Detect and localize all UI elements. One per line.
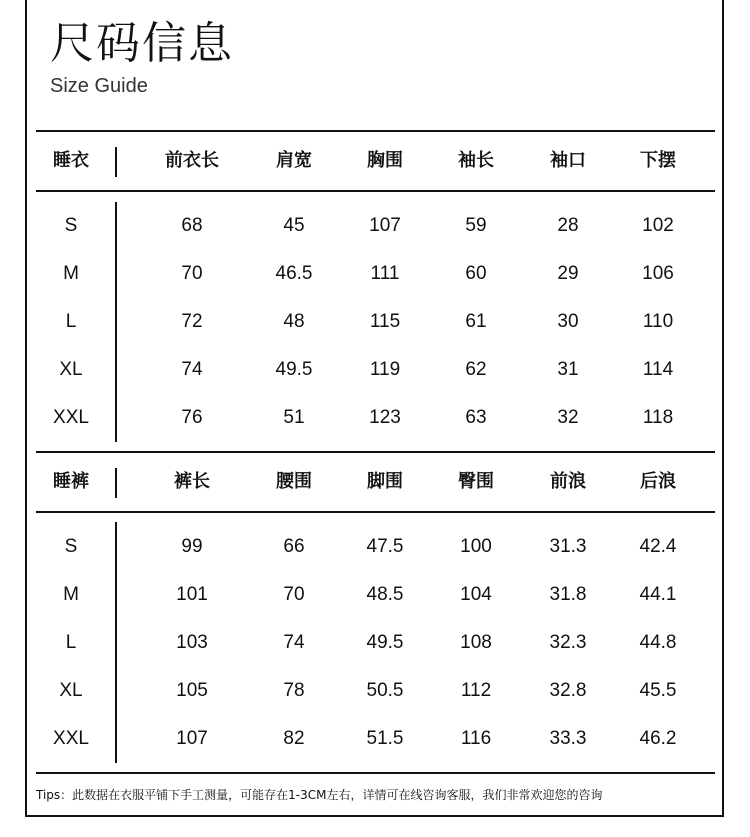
- tops-header-cell: 前衣长: [165, 150, 219, 171]
- table-cell: 48: [283, 311, 305, 332]
- table-cell: 45.5: [639, 680, 677, 701]
- table-cell: 82: [283, 728, 305, 749]
- table-cell: 48.5: [366, 584, 404, 605]
- table-cell: 119: [369, 359, 401, 380]
- table-cell: 32: [557, 407, 579, 428]
- measurement-tips: Tips：此数据在衣服平铺下手工测量，可能存在1-3CM左右，详情可在线咨询客服，我们非常欢迎您的咨询: [36, 788, 603, 802]
- table-cell: 99: [181, 536, 203, 557]
- footer-rule: [36, 772, 715, 774]
- size-label: S: [64, 215, 78, 236]
- table-cell: 32.3: [549, 632, 587, 653]
- table-row: [36, 202, 715, 250]
- pants-header-cell: 后浪: [640, 471, 676, 492]
- table-row: [36, 667, 715, 715]
- table-cell: 102: [642, 215, 674, 236]
- table-cell: 108: [460, 632, 492, 653]
- size-label: L: [65, 632, 77, 653]
- table-cell: 51.5: [366, 728, 404, 749]
- pants-header-row: [36, 458, 715, 506]
- tops-header-row: [36, 137, 715, 185]
- frame-bottom-border: [25, 815, 724, 817]
- table-cell: 114: [642, 359, 674, 380]
- table-cell: 106: [642, 263, 674, 284]
- table-cell: 118: [642, 407, 674, 428]
- table-cell: 100: [460, 536, 492, 557]
- tops-header-rule: [36, 190, 715, 192]
- table-cell: 33.3: [549, 728, 587, 749]
- table-cell: 111: [370, 263, 400, 284]
- table-row: [36, 394, 715, 442]
- table-cell: 31.3: [549, 536, 587, 557]
- size-label: L: [65, 311, 77, 332]
- table-cell: 74: [181, 359, 203, 380]
- page-title: 尺码信息: [50, 18, 234, 69]
- pants-header-cell: 前浪: [550, 471, 586, 492]
- table-cell: 116: [460, 728, 492, 749]
- table-cell: 28: [557, 215, 579, 236]
- pants-header-cell: 臀围: [458, 471, 494, 492]
- tops-header-cell: 袖长: [458, 150, 494, 171]
- frame-right-border: [722, 0, 724, 817]
- table-cell: 59: [465, 215, 487, 236]
- table-cell: 46.5: [275, 263, 313, 284]
- table-row: [36, 250, 715, 298]
- table-cell: 78: [283, 680, 305, 701]
- table-cell: 32.8: [549, 680, 587, 701]
- pants-header-cell: 腰围: [276, 471, 312, 492]
- page-subtitle: Size Guide: [50, 75, 148, 97]
- size-label: M: [63, 263, 79, 284]
- pants-top-rule: [36, 451, 715, 453]
- size-label: XXL: [53, 407, 89, 428]
- table-cell: 123: [369, 407, 401, 428]
- table-cell: 49.5: [275, 359, 313, 380]
- pants-header-cell: 睡裤: [53, 471, 89, 492]
- table-cell: 101: [176, 584, 208, 605]
- size-label: S: [64, 536, 78, 557]
- table-cell: 49.5: [366, 632, 404, 653]
- size-label: XL: [59, 680, 83, 701]
- table-row: [36, 715, 715, 763]
- tops-header-cell: 袖口: [550, 150, 586, 171]
- table-cell: 62: [465, 359, 487, 380]
- table-cell: 76: [181, 407, 203, 428]
- tops-top-rule: [36, 130, 715, 132]
- table-cell: 66: [283, 536, 305, 557]
- table-row: [36, 523, 715, 571]
- table-row: [36, 619, 715, 667]
- table-cell: 51: [283, 407, 305, 428]
- tops-header-cell: 睡衣: [53, 150, 89, 171]
- table-row: [36, 346, 715, 394]
- table-cell: 115: [369, 311, 401, 332]
- table-cell: 72: [181, 311, 203, 332]
- size-label: XL: [59, 359, 83, 380]
- table-cell: 29: [557, 263, 579, 284]
- table-cell: 44.1: [639, 584, 677, 605]
- frame-left-border: [25, 0, 27, 817]
- table-cell: 104: [460, 584, 492, 605]
- table-cell: 110: [642, 311, 674, 332]
- table-cell: 31.8: [549, 584, 587, 605]
- tops-header-cell: 肩宽: [276, 150, 312, 171]
- table-cell: 44.8: [639, 632, 677, 653]
- table-cell: 47.5: [366, 536, 404, 557]
- pants-header-cell: 裤长: [174, 471, 210, 492]
- table-cell: 30: [557, 311, 579, 332]
- table-cell: 107: [176, 728, 208, 749]
- table-cell: 50.5: [366, 680, 404, 701]
- table-cell: 31: [557, 359, 579, 380]
- table-cell: 63: [465, 407, 487, 428]
- table-cell: 61: [465, 311, 487, 332]
- tops-header-cell: 胸围: [367, 150, 403, 171]
- table-cell: 46.2: [639, 728, 677, 749]
- table-cell: 60: [465, 263, 487, 284]
- table-row: [36, 571, 715, 619]
- pants-header-cell: 脚围: [367, 471, 403, 492]
- pants-header-rule: [36, 511, 715, 513]
- size-label: XXL: [53, 728, 89, 749]
- table-cell: 112: [460, 680, 492, 701]
- table-cell: 107: [369, 215, 401, 236]
- table-cell: 68: [181, 215, 203, 236]
- table-cell: 103: [176, 632, 208, 653]
- table-cell: 42.4: [639, 536, 677, 557]
- table-cell: 70: [181, 263, 203, 284]
- size-label: M: [63, 584, 79, 605]
- table-cell: 45: [283, 215, 305, 236]
- tops-header-cell: 下摆: [640, 150, 676, 171]
- table-cell: 105: [176, 680, 208, 701]
- table-cell: 74: [283, 632, 305, 653]
- table-cell: 70: [283, 584, 305, 605]
- table-row: [36, 298, 715, 346]
